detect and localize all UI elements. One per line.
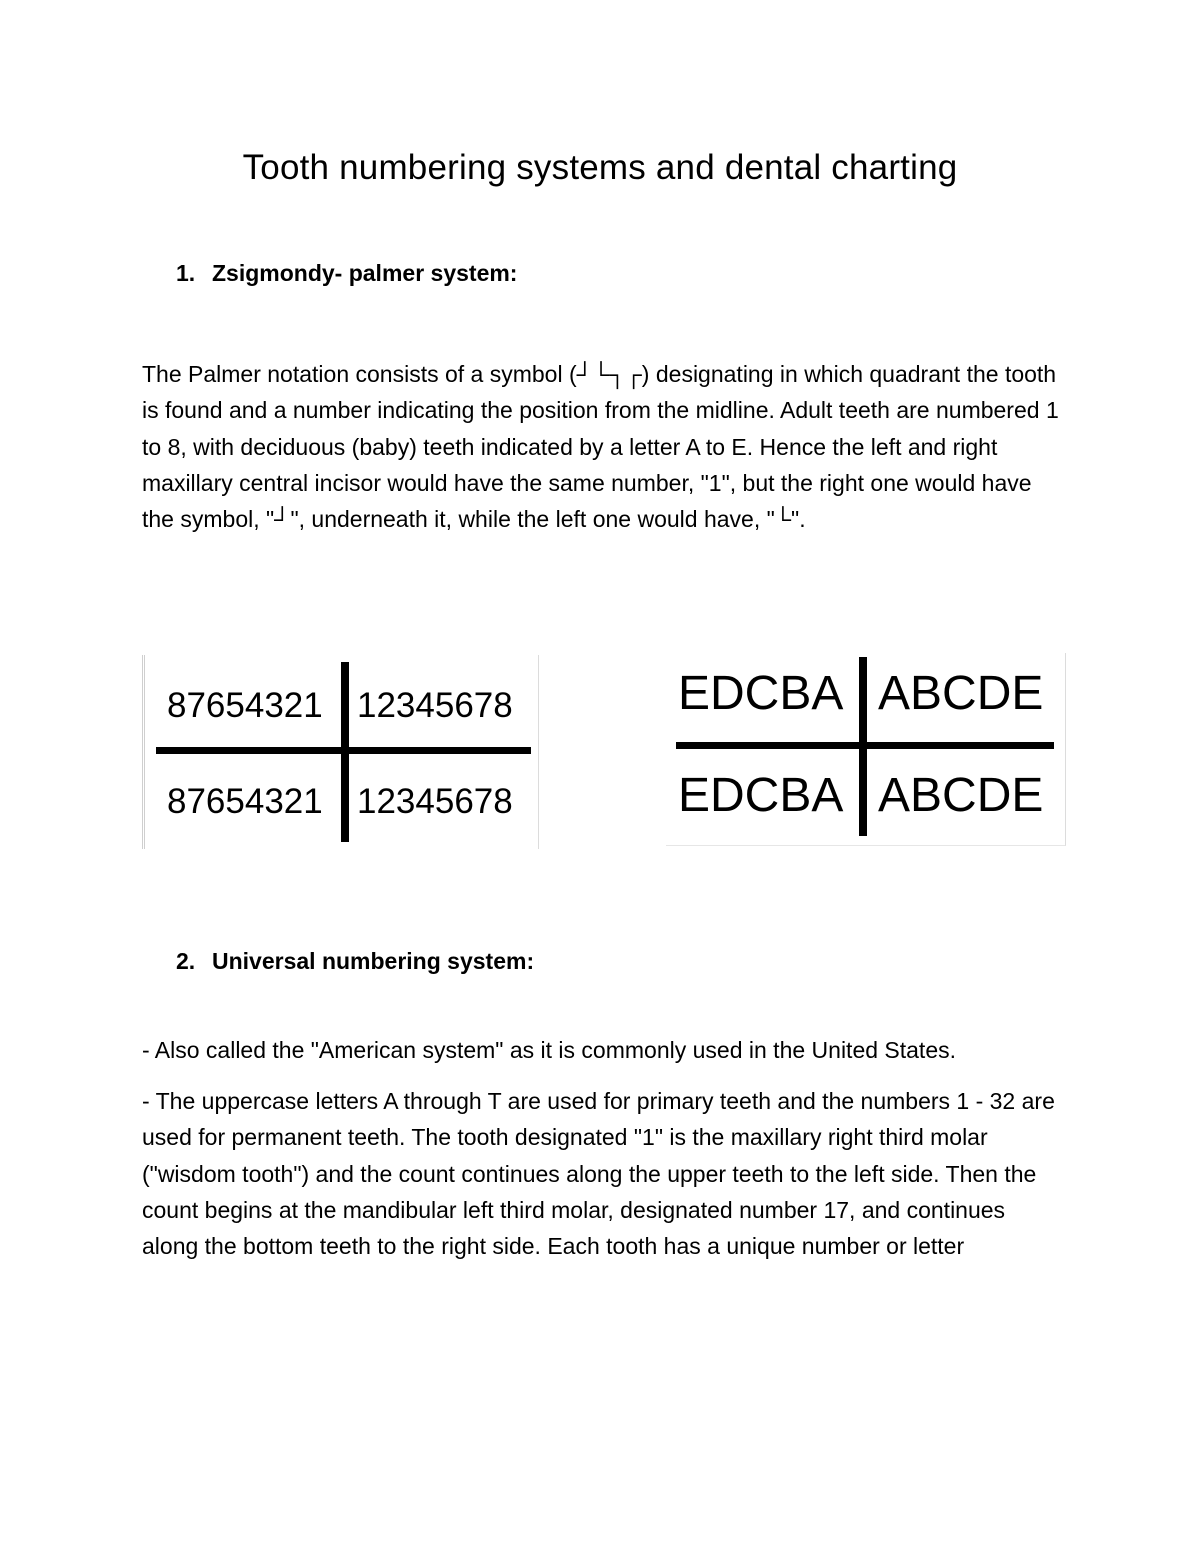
quadrant-lower-left: 12345678	[357, 782, 513, 821]
section-number: 2.	[176, 948, 196, 974]
section-heading-text: Universal numbering system:	[212, 948, 535, 974]
midline-line	[341, 662, 349, 842]
palmer-deciduous-chart	[666, 653, 1066, 846]
quadrant-lower-right: EDCBA	[678, 769, 844, 822]
midline-line	[859, 657, 867, 836]
page-title: Tooth numbering systems and dental charting	[242, 148, 958, 187]
quadrant-upper-right: EDCBA	[678, 667, 844, 720]
quadrant-upper-right: 87654321	[167, 686, 323, 725]
quadrant-upper-left: 12345678	[357, 686, 513, 725]
section-heading-palmer	[176, 258, 517, 288]
quadrant-lower-right: 87654321	[167, 782, 323, 821]
section-heading-universal	[176, 946, 534, 976]
universal-bullet-description: - The uppercase letters A through T are used for primary teeth and the numbers 1 - 32 are used for permanent teeth. The tooth designated "1" is the maxillary right third molar ("wisdom tooth") and the count continues along the upper teeth to the left side. Then the count begins at the mandibular left third molar, designated number 17, and continues along the bottom teeth to the right side. Each tooth has a unique number or letter	[142, 1088, 1055, 1260]
quadrant-upper-left: ABCDE	[878, 667, 1044, 720]
quadrant-lower-left: ABCDE	[878, 769, 1044, 822]
palmer-permanent-chart	[142, 655, 539, 849]
section-number: 1.	[176, 260, 196, 286]
palmer-description: The Palmer notation consists of a symbol (┘└┐┌) designating in which quadrant the tooth is found and a number indicating the position from the midline. Adult teeth are numbered 1 to 8, with deciduous (baby) teeth indicated by a letter A to E. Hence the left and right maxillary central incisor would have the same number, "1", but the right one would have the symbol, "┘", underneath it, while the left one would have, "└".	[142, 361, 1059, 533]
universal-bullet-american: - Also called the "American system" as it is commonly used in the United States.	[142, 1037, 957, 1063]
section-heading-text: Zsigmondy- palmer system:	[212, 260, 518, 286]
